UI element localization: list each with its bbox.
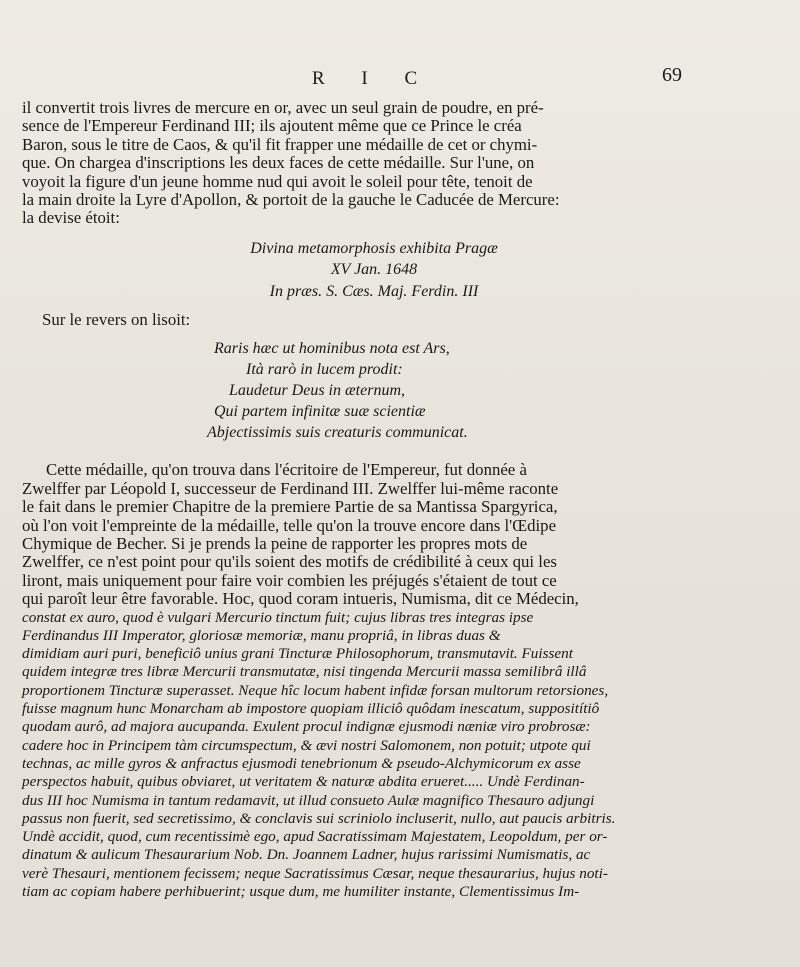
latin-line: fuisse magnum hunc Monarcham ab impostore quopiam illiciô quôdam inescatum, suppositítiô bbox=[22, 700, 600, 718]
obverse-inscription bbox=[22, 238, 686, 303]
text-line: où l'on voit l'empreinte de la médaille, telle qu'on la trouve encore dans l'Œdipe bbox=[22, 515, 557, 535]
text-line: Zwelffer, ce n'est point pour qu'ils soient des motifs de crédibilité à ceux qui les bbox=[22, 552, 557, 572]
latin-line: passus non fuerit, sed secretissimo, & conclavis sui scriniolo incluserit, nullo, aut paucis arbitris. bbox=[22, 809, 616, 827]
text-line: Baron, sous le titre de Caos, & qu'il fit frapper une médaille de cet or chymi- bbox=[22, 134, 538, 154]
text-line: la main droite la Lyre d'Apollon, & portoit de la gauche le Caducée de Mercure: bbox=[22, 190, 560, 210]
text-line: Cette médaille, qu'on trouva dans l'écritoire de l'Empereur, fut donnée à bbox=[46, 460, 527, 480]
latin-line: proportionem Tincturæ superasset. Neque hîc locum habent infidæ forsan multorum retorsiones, bbox=[22, 681, 609, 699]
latin-line: dinatum & aulicum Thesaurarium Nob. Dn. Joannem Ladner, hujus rarissimi Numismatis, ac bbox=[22, 846, 591, 864]
latin-line: perspectos habuit, quibus obviaret, ut veritatem & naturæ abdita erueret..... Undè Ferdinan- bbox=[22, 773, 585, 791]
inscription-line: Qui partem infinitæ suæ scientiæ bbox=[214, 403, 426, 421]
text-line: la devise étoit: bbox=[22, 208, 120, 228]
latin-line: Ferdinandus III Imperator, gloriosæ memoriæ, manu propriâ, in libras duas & bbox=[22, 626, 501, 644]
page-body bbox=[22, 99, 686, 901]
inscription-line: Divina metamorphosis exhibita Pragæ bbox=[250, 239, 498, 257]
text-line: Chymique de Becher. Si je prends la peine de rapporter les propres mots de bbox=[22, 533, 528, 553]
text-line: qui paroît leur être favorable. Hoc, quod coram intueris, Numisma, dit ce Médecin, bbox=[22, 589, 579, 609]
inscription-line: In præs. S. Cæs. Maj. Ferdin. III bbox=[269, 282, 479, 300]
text-line: que. On chargea d'inscriptions les deux faces de cette médaille. Sur l'une, on bbox=[22, 153, 535, 173]
latin-line: cadere hoc in Principem tàm circumspectum, & ævi nostri Salomonem, non potuit; utpote qui bbox=[22, 736, 591, 754]
latin-line: Undè accidit, quod, cum recentissimè ego, apud Sacratissimam Majestatem, Leopoldum, per or- bbox=[22, 828, 608, 846]
text-line: il convertit trois livres de mercure en or, avec un seul grain de poudre, en pré- bbox=[22, 98, 544, 117]
latin-line: constat ex auro, quod è vulgari Mercurio tinctum fuit; cujus libras tres integras ipse bbox=[22, 608, 534, 626]
reverse-inscription bbox=[22, 338, 686, 443]
latin-line: dimidiam auri puri, beneficiô unius grani Tincturæ Philosophorum, transmutavit. Fuissent bbox=[22, 645, 573, 663]
inscription-line: Laudetur Deus in æternum, bbox=[229, 382, 405, 400]
reverse-intro: Sur le revers on lisoit: bbox=[42, 310, 191, 330]
inscription-line: XV Jan. 1648 bbox=[330, 261, 418, 279]
latin-line: verè Thesauri, mentionem fecissem; neque Sacratissimus Cæsar, neque thesaurarius, hujus noti- bbox=[22, 864, 608, 882]
inscription-line: Raris hæc ut hominibus nota est Ars, bbox=[214, 340, 450, 358]
page-number: 69 bbox=[662, 64, 682, 86]
latin-quotation bbox=[22, 609, 686, 902]
latin-line: quodam aurô, ad majora aucupanda. Exulent procul indignæ ejusmodi næniæ viro probrosæ: bbox=[22, 718, 591, 736]
paragraph-1 bbox=[22, 99, 686, 228]
inscription-line: Abjectissimis suis creaturis communicat. bbox=[207, 424, 468, 442]
text-line: le fait dans le premier Chapitre de la premiere Partie de sa Mantissa Spargyrica, bbox=[22, 497, 558, 517]
text-line: sence de l'Empereur Ferdinand III; ils ajoutent même que ce Prince le créa bbox=[22, 116, 522, 136]
text-line: liront, mais uniquement pour faire voir combien les préjugés s'étaient de tout ce bbox=[22, 570, 557, 590]
page-header bbox=[0, 62, 800, 92]
latin-line: technas, ac mille gyros & anfractus ejusmodi tenebrionum & pseudo-Alchymicorum ex asse bbox=[22, 754, 581, 772]
latin-line: dus III hoc Numisma in tantum redamavit, ut illud consueto Aulæ magnifico Thesauro adjungi bbox=[22, 791, 595, 809]
inscription-line: Ità rarò in lucem prodit: bbox=[246, 361, 403, 379]
running-head: R I C bbox=[312, 68, 434, 89]
latin-line: tiam ac copiam habere perhibuerint; usque dum, me humiliter instante, Clementissimus Im- bbox=[22, 883, 580, 901]
text-line: voyoit la figure d'un jeune homme nud qui avoit le soleil pour tête, tenoit de bbox=[22, 171, 533, 191]
text-line: Zwelffer par Léopold I, successeur de Ferdinand III. Zwelffer lui-même raconte bbox=[22, 478, 559, 498]
paragraph-2 bbox=[22, 461, 686, 608]
latin-line: quidem integræ tres libræ Mercurii transmutatæ, nisi tingenda Mercurii massa semilibrâ illâ bbox=[22, 663, 587, 681]
